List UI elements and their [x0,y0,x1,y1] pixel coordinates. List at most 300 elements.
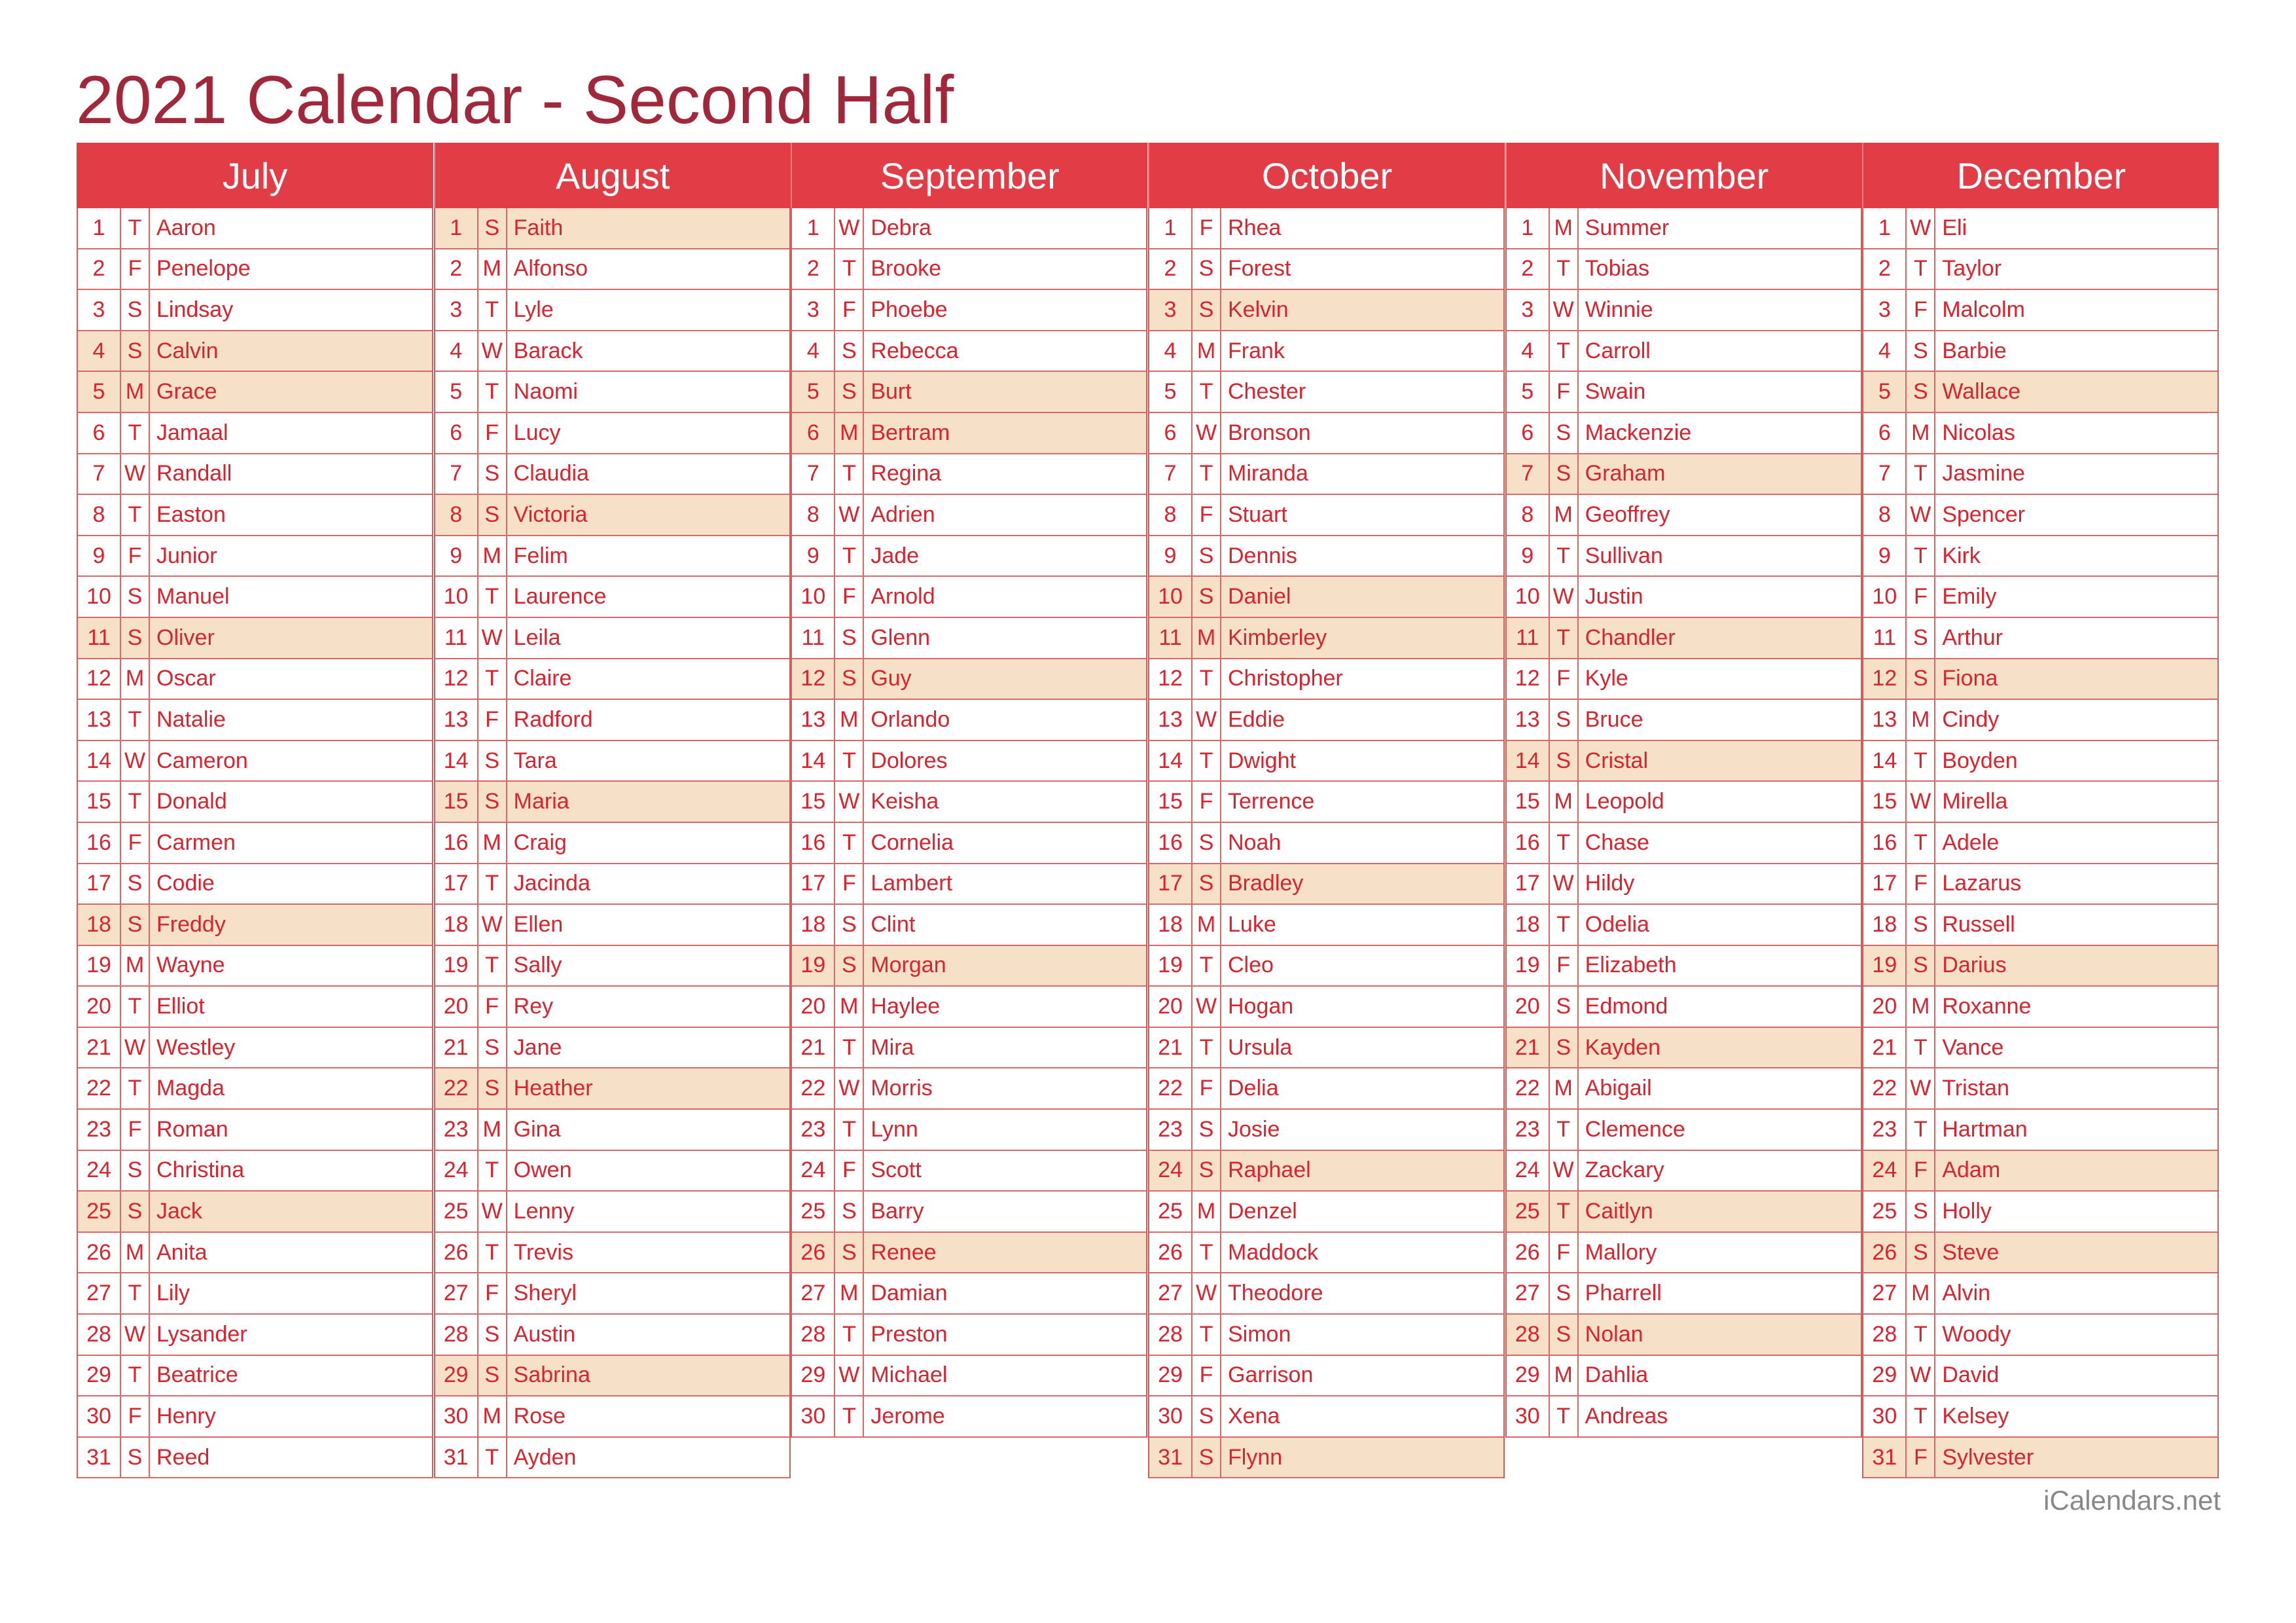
day-number: 14 [1507,741,1550,781]
day-row [78,905,432,946]
day-row [1863,372,2217,413]
day-number: 6 [1863,413,1907,453]
name-of-day: Simon [1228,1321,1291,1347]
weekday-letter: S [1907,331,1935,371]
day-number: 29 [1863,1356,1907,1396]
month-column-september [791,143,1147,1438]
page-title: 2021 Calendar - Second Half [76,62,954,138]
name-of-day: Carmen [156,830,236,855]
name-of-day: Xena [1228,1404,1280,1429]
day-row [78,290,432,331]
day-row [1507,1396,1861,1438]
weekday-letter: S [1193,249,1221,289]
day-row [1149,290,1503,331]
name-of-day: Wallace [1942,379,2021,405]
day-row [1863,700,2217,741]
day-row [78,372,432,413]
weekday-letter: S [1193,577,1221,617]
weekday-letter: S [478,741,507,781]
name-of-day: Andreas [1585,1404,1668,1429]
name-of-day: Regina [870,461,942,486]
weekday-letter: S [835,1192,864,1231]
day-number: 21 [792,1028,835,1068]
name-of-day: Sally [513,953,562,978]
name-of-day: Oliver [156,625,215,650]
day-row [1149,495,1503,536]
day-row [1507,659,1861,701]
weekday-letter: T [1907,249,1935,289]
day-row [1149,1233,1503,1274]
weekday-letter: M [1550,208,1579,248]
weekday-letter: T [121,495,150,535]
day-number: 16 [792,823,835,863]
day-number: 12 [435,659,478,699]
name-of-day: Cornelia [870,830,954,855]
day-row [435,946,789,987]
name-of-day: Jade [870,543,920,568]
day-number: 4 [435,331,478,371]
day-row [1507,1068,1861,1110]
day-number: 2 [1863,249,1907,289]
day-row [1149,454,1503,496]
weekday-letter: T [835,1396,864,1436]
name-of-day: Lyle [513,297,554,322]
weekday-letter: W [121,741,150,781]
day-row [792,618,1146,659]
day-row [792,659,1146,701]
day-number: 31 [1863,1438,1907,1478]
day-row [1507,413,1861,454]
name-of-day: Victoria [513,501,588,527]
weekday-letter: T [1550,618,1579,658]
day-row [792,1028,1146,1069]
name-of-day: Austin [513,1321,576,1347]
day-row [435,987,789,1028]
weekday-letter: T [121,208,150,248]
weekday-letter: S [835,946,864,986]
day-row [792,1192,1146,1233]
day-number: 11 [792,618,835,658]
day-row [1507,741,1861,782]
name-of-day: Leila [513,625,561,650]
day-row [435,1068,789,1110]
day-number: 19 [1149,946,1193,986]
name-of-day: Frank [1228,338,1285,363]
weekday-letter: T [835,741,864,781]
weekday-letter: F [1550,659,1579,699]
day-row [78,1356,432,1397]
name-of-day: Bradley [1228,871,1304,896]
weekday-letter: M [1550,1356,1579,1396]
weekday-letter: T [835,1110,864,1150]
weekday-letter: F [1550,1233,1579,1273]
name-of-day: Swain [1585,379,1646,405]
day-number: 1 [1507,208,1550,248]
weekday-letter: S [121,1438,150,1478]
name-of-day: Jamaal [156,420,228,445]
day-row [435,659,789,701]
day-number: 6 [792,413,835,453]
day-number: 23 [1863,1110,1907,1150]
day-number: 15 [1863,782,1907,822]
weekday-letter: T [1907,1396,1935,1436]
weekday-letter: S [121,1151,150,1191]
day-number: 26 [792,1233,835,1273]
weekday-letter: S [1193,1438,1221,1478]
day-row [792,1356,1146,1397]
day-row [1149,741,1503,782]
name-of-day: Elliot [156,994,205,1019]
name-of-day: Phoebe [870,297,948,322]
name-of-day: Daniel [1228,584,1291,610]
name-of-day: Pharrell [1585,1281,1662,1306]
weekday-letter: S [1193,290,1221,330]
day-number: 2 [1149,249,1193,289]
weekday-letter: F [835,577,864,617]
day-row [78,1233,432,1274]
name-of-day: Adam [1942,1158,2001,1183]
day-row [1149,946,1503,987]
day-row [1507,1151,1861,1192]
weekday-letter: W [1907,782,1935,822]
day-number: 13 [1149,700,1193,740]
day-row [1149,987,1503,1028]
name-of-day: Donald [156,789,227,814]
day-row [792,208,1146,249]
name-of-day: Owen [513,1158,572,1183]
day-number: 16 [435,823,478,863]
weekday-letter: F [835,290,864,330]
day-number: 13 [792,700,835,740]
day-row [435,290,789,331]
weekday-letter: T [835,536,864,576]
weekday-letter: M [121,372,150,412]
name-of-day: Sullivan [1585,543,1663,568]
name-of-day: Chandler [1585,625,1676,650]
name-of-day: Ellen [513,911,564,937]
day-number: 29 [1507,1356,1550,1396]
day-number: 15 [1149,782,1193,822]
weekday-letter: S [478,1315,507,1355]
day-number: 8 [1863,495,1907,535]
day-number: 23 [1507,1110,1550,1150]
day-number: 3 [1863,290,1907,330]
weekday-letter: W [478,1192,507,1231]
weekday-letter: S [121,331,150,371]
day-number: 21 [78,1028,121,1068]
name-of-day: Spencer [1942,501,2025,527]
weekday-letter: M [835,413,864,453]
day-row [78,1151,432,1192]
day-row [78,536,432,577]
day-number: 23 [1149,1110,1193,1150]
name-of-day: Arthur [1942,625,2003,650]
day-number: 9 [1863,536,1907,576]
weekday-letter: W [835,208,864,248]
weekday-letter: S [478,208,507,248]
weekday-letter: S [1550,987,1579,1027]
weekday-letter: M [478,1110,507,1150]
name-of-day: Alvin [1942,1281,1991,1306]
name-of-day: Bronson [1228,420,1311,445]
name-of-day: Jack [156,1199,202,1224]
weekday-letter: S [835,372,864,412]
day-row [792,577,1146,618]
day-row [1507,249,1861,291]
day-row [792,1110,1146,1151]
day-number: 15 [1507,782,1550,822]
name-of-day: Rose [513,1404,566,1429]
name-of-day: Bruce [1585,706,1643,732]
weekday-letter: T [1907,1110,1935,1150]
day-row [1149,618,1503,659]
day-row [792,454,1146,496]
weekday-letter: W [1907,495,1935,535]
weekday-letter: S [1907,1192,1935,1231]
day-number: 12 [1507,659,1550,699]
weekday-letter: T [1907,454,1935,494]
day-row [792,249,1146,291]
day-row [1507,782,1861,823]
day-row [1863,413,2217,454]
name-of-day: Malcolm [1942,297,2025,322]
day-row [1507,905,1861,946]
day-row [435,454,789,496]
month-header: July [77,143,433,208]
name-of-day: Sabrina [513,1362,590,1388]
day-number: 11 [435,618,478,658]
day-number: 1 [435,208,478,248]
name-of-day: Kelsey [1942,1404,2009,1429]
weekday-letter: M [121,946,150,986]
name-of-day: Laurence [513,584,607,610]
day-number: 17 [1149,864,1193,904]
day-number: 16 [78,823,121,863]
weekday-letter: F [835,864,864,904]
weekday-letter: W [1907,1356,1935,1396]
day-row [435,1110,789,1151]
day-number: 22 [435,1068,478,1108]
day-number: 27 [78,1273,121,1313]
day-row [1863,1028,2217,1069]
name-of-day: Tobias [1585,256,1649,282]
day-row [1149,1273,1503,1315]
weekday-letter: T [1193,1233,1221,1273]
day-row [792,864,1146,905]
day-row [792,495,1146,536]
weekday-letter: M [835,987,864,1027]
weekday-letter: T [1550,331,1579,371]
day-number: 3 [792,290,835,330]
weekday-letter: T [1193,1315,1221,1355]
name-of-day: Geoffrey [1585,501,1670,527]
day-number: 7 [792,454,835,494]
day-number: 5 [1149,372,1193,412]
name-of-day: Russell [1942,911,2015,937]
name-of-day: Christina [156,1158,245,1183]
day-row [792,290,1146,331]
weekday-letter: T [1550,1192,1579,1231]
weekday-letter: S [835,618,864,658]
weekday-letter: W [1193,987,1221,1027]
name-of-day: Caitlyn [1585,1199,1653,1224]
name-of-day: Grace [156,379,217,405]
name-of-day: Tristan [1942,1076,2009,1101]
day-row [78,823,432,864]
name-of-day: Luke [1228,911,1276,937]
weekday-letter: W [1193,700,1221,740]
weekday-letter: S [835,331,864,371]
weekday-letter: T [121,1273,150,1313]
day-rows [1148,208,1505,1478]
weekday-letter: T [1550,823,1579,863]
day-number: 22 [1507,1068,1550,1108]
day-row [435,331,789,373]
name-of-day: Boyden [1942,748,2018,773]
day-number: 25 [1863,1192,1907,1231]
weekday-letter: W [1550,290,1579,330]
day-row [1863,659,2217,701]
day-row [1863,1438,2217,1479]
name-of-day: Sylvester [1942,1444,2034,1470]
day-row [78,577,432,618]
month-column-november [1505,143,1862,1438]
day-number: 20 [435,987,478,1027]
day-row [1863,1356,2217,1397]
weekday-letter: M [478,1396,507,1436]
day-number: 3 [1149,290,1193,330]
day-row [435,823,789,864]
day-row [1863,1192,2217,1233]
name-of-day: Kelvin [1228,297,1289,322]
day-row [435,700,789,741]
day-row [1863,864,2217,905]
weekday-letter: F [121,536,150,576]
name-of-day: Leopold [1585,789,1664,814]
day-number: 20 [1863,987,1907,1027]
day-row [1507,208,1861,249]
day-row [1149,208,1503,249]
name-of-day: Calvin [156,338,219,363]
day-number: 18 [78,905,121,945]
day-number: 14 [792,741,835,781]
day-row [1149,1396,1503,1438]
day-number: 24 [792,1151,835,1191]
day-row [78,782,432,823]
day-number: 22 [792,1068,835,1108]
day-row [435,249,789,291]
name-of-day: Forest [1228,256,1291,282]
day-row [1507,1315,1861,1356]
day-number: 27 [1863,1273,1907,1313]
name-of-day: Chase [1585,830,1649,855]
day-row [792,700,1146,741]
day-number: 31 [1149,1438,1193,1478]
name-of-day: Cristal [1585,748,1649,773]
day-number: 12 [1149,659,1193,699]
name-of-day: Oscar [156,666,216,691]
day-number: 6 [1507,413,1550,453]
day-number: 29 [435,1356,478,1396]
name-of-day: Nolan [1585,1321,1643,1347]
weekday-letter: F [1193,495,1221,535]
name-of-day: Noah [1228,830,1282,855]
day-number: 7 [78,454,121,494]
day-row [1507,1273,1861,1315]
day-row [1507,823,1861,864]
name-of-day: Easton [156,501,226,527]
name-of-day: Dahlia [1585,1362,1649,1388]
day-number: 22 [1863,1068,1907,1108]
name-of-day: Beatrice [156,1362,238,1388]
name-of-day: Bertram [870,420,950,445]
day-rows [1505,208,1862,1438]
name-of-day: Morris [870,1076,933,1101]
day-number: 1 [792,208,835,248]
day-row [1149,782,1503,823]
weekday-letter: F [121,249,150,289]
name-of-day: Anita [156,1239,207,1265]
day-number: 30 [78,1396,121,1436]
day-row [792,1396,1146,1438]
day-row [78,1315,432,1356]
day-number: 10 [435,577,478,617]
name-of-day: Denzel [1228,1199,1297,1224]
day-number: 18 [435,905,478,945]
day-row [792,823,1146,864]
weekday-letter: W [121,454,150,494]
day-number: 3 [1507,290,1550,330]
weekday-letter: T [835,1028,864,1068]
day-row [1149,1068,1503,1110]
day-number: 11 [1149,618,1193,658]
weekday-letter: S [478,495,507,535]
day-row [1149,905,1503,946]
name-of-day: Preston [870,1321,948,1347]
day-number: 15 [78,782,121,822]
name-of-day: Terrence [1228,789,1315,814]
day-row [78,618,432,659]
name-of-day: Rhea [1228,215,1282,240]
name-of-day: Eddie [1228,706,1285,732]
day-row [78,987,432,1028]
day-row [1863,1396,2217,1438]
day-number: 26 [435,1233,478,1273]
name-of-day: Jacinda [513,871,590,896]
name-of-day: Faith [513,215,564,240]
day-number: 6 [1149,413,1193,453]
day-row [1507,1233,1861,1274]
day-row [792,413,1146,454]
name-of-day: Justin [1585,584,1643,610]
day-number: 19 [78,946,121,986]
name-of-day: Barry [870,1199,924,1224]
day-row [792,1233,1146,1274]
month-header: August [434,143,791,208]
day-number: 28 [435,1315,478,1355]
day-number: 5 [1507,372,1550,412]
day-row [1863,577,2217,618]
day-number: 19 [1863,946,1907,986]
name-of-day: Hildy [1585,871,1635,896]
name-of-day: Mirella [1942,789,2008,814]
weekday-letter: T [1907,1315,1935,1355]
weekday-letter: M [1193,618,1221,658]
weekday-letter: T [1907,823,1935,863]
day-row [1149,331,1503,373]
day-number: 23 [78,1110,121,1150]
weekday-letter: S [835,905,864,945]
